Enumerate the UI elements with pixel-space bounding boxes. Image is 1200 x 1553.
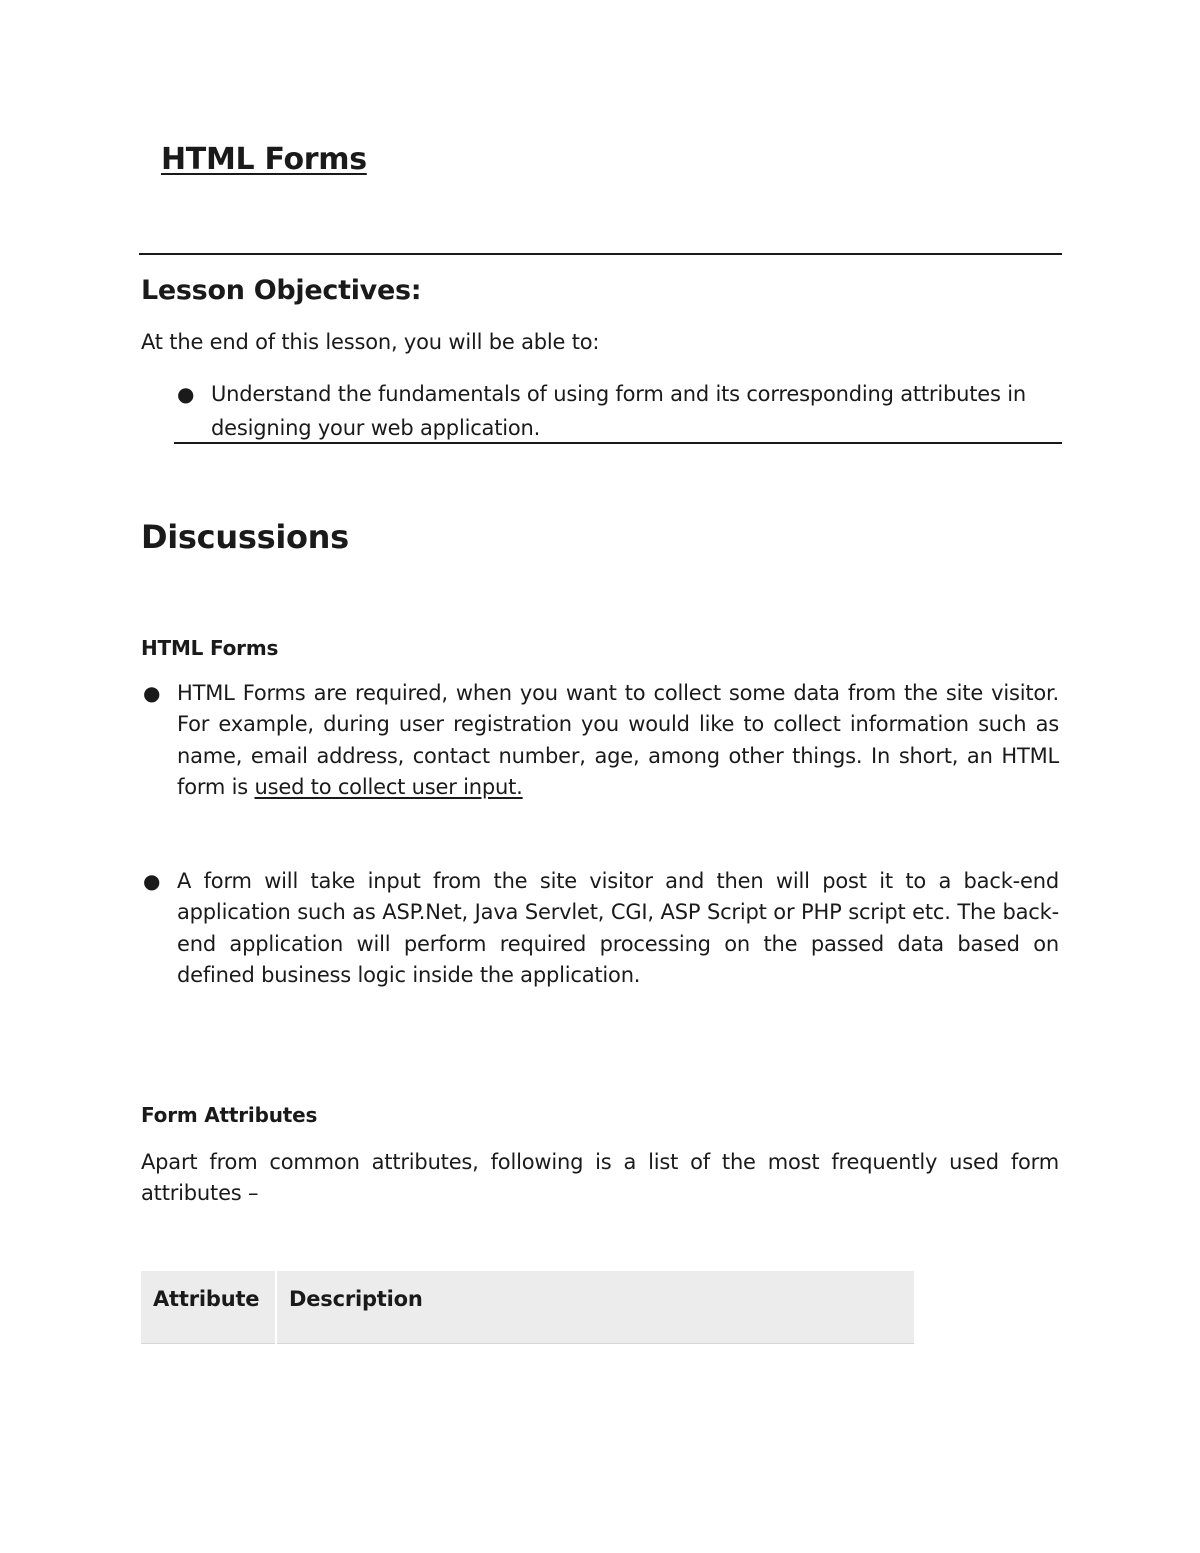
list-item — [175, 377, 1060, 445]
paragraph-text: A form will take input from the site visitor and then will post it to a back-end application such as ASP.Net, Java Servlet, CGI, ASP Script or PHP script etc. The back-end application will perform required processing on the passed data based on defined business logic inside the application. — [177, 869, 1059, 987]
paragraph-text: HTML Forms are required, when you want to collect some data from the site visitor. For example, during user registration you would like to collect information such as name, email address, contact number, age, among other things. In short, an HTML form is used to collect user input. — [177, 681, 1059, 799]
divider-top — [139, 253, 1062, 255]
form-attributes-heading: Form Attributes — [141, 1103, 318, 1127]
objectives-intro: At the end of this lesson, you will be able to: — [141, 330, 600, 354]
form-attributes-intro — [141, 1147, 1059, 1210]
divider-objectives — [174, 442, 1062, 444]
paragraph-text: Apart from common attributes, following is a list of the most frequently used form attributes – — [141, 1150, 1059, 1206]
bullet-icon: ● — [143, 869, 161, 893]
bullet-icon: ● — [177, 382, 195, 406]
objectives-list — [175, 377, 1060, 445]
discussions-heading: Discussions — [141, 518, 349, 556]
attributes-table — [141, 1271, 914, 1344]
html-forms-bullet-1 — [141, 678, 1059, 803]
html-forms-bullet-2 — [141, 866, 1059, 991]
html-forms-heading: HTML Forms — [141, 636, 279, 660]
objectives-heading: Lesson Objectives: — [141, 275, 422, 306]
column-header-attribute: Attribute — [141, 1271, 276, 1344]
column-header-description: Description — [276, 1271, 914, 1344]
objective-text: Understand the fundamentals of using form and its corresponding attributes in designing your web application. — [211, 382, 1026, 440]
page-title: HTML Forms — [161, 142, 367, 177]
collect-input-link[interactable]: used to collect user input. — [254, 774, 523, 799]
table-header-row — [141, 1271, 914, 1344]
bullet-icon: ● — [143, 681, 161, 705]
